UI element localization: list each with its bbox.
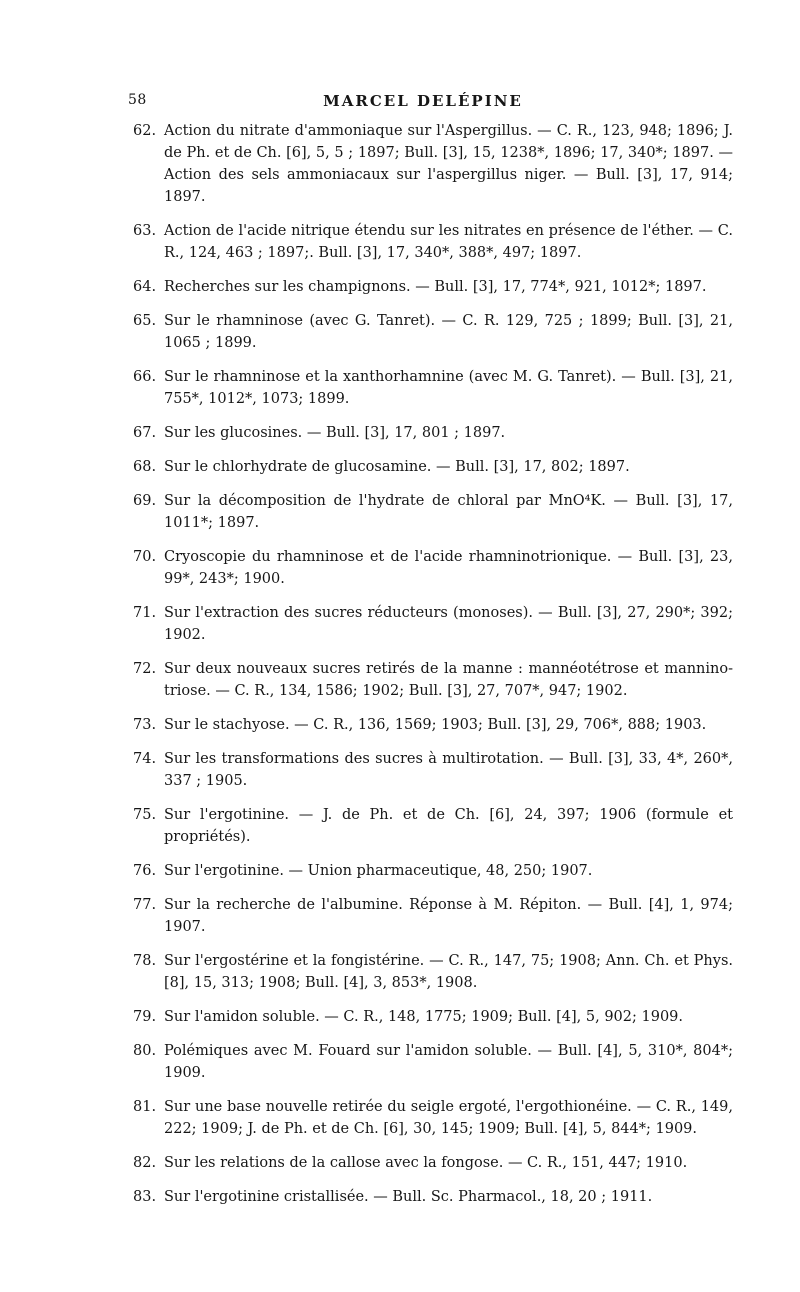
entry-text: Action du nitrate d'ammoniaque sur l'Aspergillus. — C. R., 123, 948; 1896; J. de Ph. et de Ch. [6], 5, 5 ; 1897; Bull. [3], 15, 1238*, 1896; 17, 340*; 1897. — Action des sels ammoniacaux sur l'aspergillus niger. — Bull. [3], 17, 914; 1897. <box>164 123 733 205</box>
entry-number: 75. <box>133 807 157 823</box>
list-item <box>133 120 733 208</box>
list-item <box>133 220 733 264</box>
entry-number: 79. <box>133 1009 157 1025</box>
entry-text: Sur les relations de la callose avec la fongose. — C. R., 151, 447; 1910. <box>164 1155 688 1171</box>
list-item <box>133 894 733 938</box>
list-item <box>133 748 733 792</box>
entry-text: Sur la décomposition de l'hydrate de chloral par MnO⁴K. — Bull. [3], 17, 1011*; 1897. <box>164 493 733 531</box>
list-item <box>133 456 733 478</box>
entry-number: 71. <box>133 605 157 621</box>
entry-number: 72. <box>133 661 157 677</box>
entry-text: Sur une base nouvelle retirée du seigle ergoté, l'ergothionéine. — C. R., 149, 222; 1909; J. de Ph. et de Ch. [6], 30, 145; 1909; Bull. [4], 5, 844*; 1909. <box>164 1099 733 1137</box>
entry-number: 65. <box>133 313 157 329</box>
list-item <box>133 422 733 444</box>
entry-number: 67. <box>133 425 157 441</box>
entry-text: Sur la recherche de l'albumine. Réponse à M. Répiton. — Bull. [4], 1, 974; 1907. <box>164 897 733 935</box>
entry-text: Sur le rhamninose (avec G. Tanret). — C. R. 129, 725 ; 1899; Bull. [3], 21, 1065 ; 1899. <box>164 313 733 351</box>
entry-text: Sur le rhamninose et la xanthorhamnine (avec M. G. Tanret). — Bull. [3], 21, 755*, 1012*, 1073; 1899. <box>164 369 733 407</box>
entry-text: Sur les glucosines. — Bull. [3], 17, 801 ; 1897. <box>164 425 506 441</box>
entry-number: 82. <box>133 1155 157 1171</box>
entry-text: Polémiques avec M. Fouard sur l'amidon soluble. — Bull. [4], 5, 310*, 804*; 1909. <box>164 1043 733 1081</box>
entry-number: 68. <box>133 459 157 475</box>
list-item <box>133 310 733 354</box>
entry-number: 73. <box>133 717 157 733</box>
list-item <box>133 276 733 298</box>
page-number: 58 <box>128 92 147 108</box>
list-item <box>133 950 733 994</box>
list-item <box>133 804 733 848</box>
list-item <box>133 1006 733 1028</box>
entry-text: Sur l'amidon soluble. — C. R., 148, 1775; 1909; Bull. [4], 5, 902; 1909. <box>164 1009 683 1025</box>
entry-number: 69. <box>133 493 157 509</box>
list-item <box>133 1096 733 1140</box>
list-item <box>133 860 733 882</box>
entry-text: Sur l'ergotinine cristallisée. — Bull. Sc. Pharmacol., 18, 20 ; 1911. <box>164 1189 653 1205</box>
entry-number: 63. <box>133 223 157 239</box>
entry-number: 80. <box>133 1043 157 1059</box>
entry-number: 66. <box>133 369 157 385</box>
entry-text: Cryoscopie du rhamninose et de l'acide rhamninotrionique. — Bull. [3], 23, 99*, 243*; 1900. <box>164 549 733 587</box>
entry-number: 78. <box>133 953 157 969</box>
bibliography-list <box>133 120 733 1220</box>
entry-text: Sur l'ergotinine. — J. de Ph. et de Ch. [6], 24, 397; 1906 (formule et propriétés). <box>164 807 733 845</box>
list-item <box>133 602 733 646</box>
entry-number: 62. <box>133 123 157 139</box>
list-item <box>133 490 733 534</box>
list-item <box>133 1040 733 1084</box>
entry-text: Sur deux nouveaux sucres retirés de la manne : mannéotétrose et manninotriose. — C. R., 134, 1586; 1902; Bull. [3], 27, 707*, 947; 1902. <box>164 661 733 699</box>
list-item <box>133 546 733 590</box>
list-item <box>133 658 733 702</box>
entry-text: Sur l'extraction des sucres réducteurs (monoses). — Bull. [3], 27, 290*; 392; 1902. <box>164 605 733 643</box>
entry-number: 81. <box>133 1099 157 1115</box>
list-item <box>133 366 733 410</box>
entry-number: 77. <box>133 897 157 913</box>
entry-text: Sur le stachyose. — C. R., 136, 1569; 1903; Bull. [3], 29, 706*, 888; 1903. <box>164 717 707 733</box>
entry-number: 70. <box>133 549 157 565</box>
page-header <box>128 92 718 114</box>
entry-number: 64. <box>133 279 157 295</box>
list-item <box>133 1186 733 1208</box>
entry-text: Recherches sur les champignons. — Bull. [3], 17, 774*, 921, 1012*; 1897. <box>164 279 707 295</box>
entry-text: Action de l'acide nitrique étendu sur les nitrates en présence de l'éther. — C. R., 124, 463 ; 1897;. Bull. [3], 17, 340*, 388*, 497; 1897. <box>164 223 733 261</box>
entry-text: Sur le chlorhydrate de glucosamine. — Bull. [3], 17, 802; 1897. <box>164 459 630 475</box>
running-head: MARCEL DELÉPINE <box>323 92 523 110</box>
list-item <box>133 1152 733 1174</box>
entry-text: Sur les transformations des sucres à multirotation. — Bull. [3], 33, 4*, 260*, 337 ; 1905. <box>164 751 733 789</box>
entry-number: 74. <box>133 751 157 767</box>
entry-text: Sur l'ergostérine et la fongistérine. — C. R., 147, 75; 1908; Ann. Ch. et Phys. [8], 15, 313; 1908; Bull. [4], 3, 853*, 1908. <box>164 953 733 991</box>
entry-number: 83. <box>133 1189 157 1205</box>
list-item <box>133 714 733 736</box>
entry-number: 76. <box>133 863 157 879</box>
entry-text: Sur l'ergotinine. — Union pharmaceutique, 48, 250; 1907. <box>164 863 593 879</box>
